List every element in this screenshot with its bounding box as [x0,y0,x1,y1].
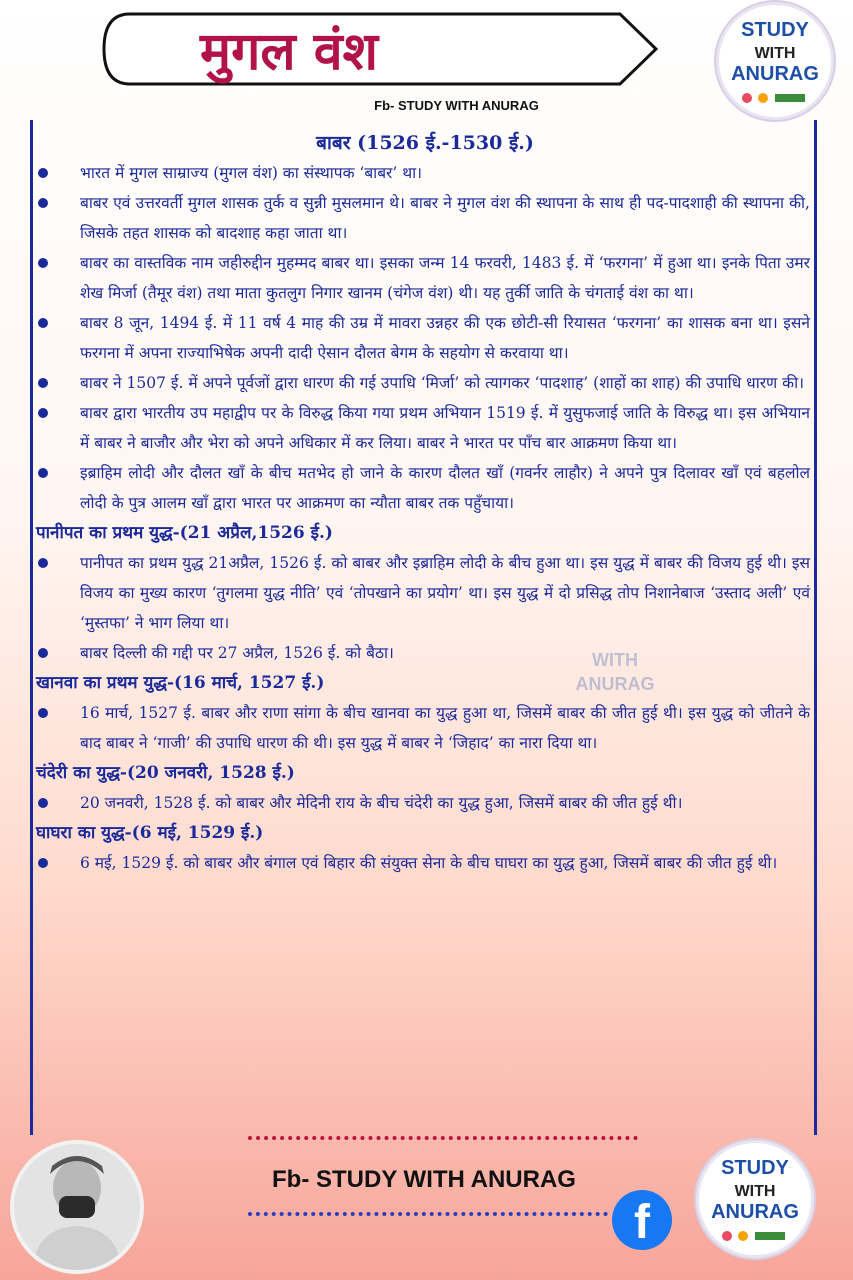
list-item: 6 मई, 1529 ई. को बाबर और बंगाल एवं बिहार की संयुक्त सेना के बीच घाघरा का युद्ध हुआ, जिसमें बाबर की जीत हुई थी। [40,848,810,878]
fb-credit-top: Fb- STUDY WITH ANURAG [374,98,539,113]
left-border-line [30,120,33,1135]
footer-dotted-line-bottom [248,1212,608,1216]
logo-line2: WITH [754,45,796,62]
section-heading-babur: बाबर (1526 ई.-1530 ई.) [316,132,534,154]
section-heading-panipat: पानीपत का प्रथम युद्ध-(21 अप्रैल,1526 ई.) [36,523,333,543]
logo-decor-icon [719,1229,791,1243]
logo-line1: STUDY [721,1157,789,1179]
list-item: 16 मार्च, 1527 ई. बाबर और राणा सांगा के बीच खानवा का युद्ध हुआ था, जिसमें बाबर की जीत हुई थी। इस युद्ध को जीतने के बाद बाबर ने ‘गाजी’ की उपाधि धारण की थी। इस युद्ध में बाबर ने ‘जिहाद’ का नारा दिया था। [40,698,810,758]
right-border-line [814,120,817,1135]
bullet-icon [38,168,48,178]
logo-line3: ANURAG [711,1201,799,1223]
bullet-icon [38,468,48,478]
person-icon [14,1144,140,1270]
list-item: बाबर 8 जून, 1494 ई. में 11 वर्ष 4 माह की उम्र में मावरा उन्नहर की एक छोटी-सी रियासत ‘फरगना’ का शासक बना था। इसने फरगना में अपना राज्याभिषेक अपनी दादी ऐसान दौलत बेगम के सहयोग से करवाया था। [40,308,810,368]
section-heading-chanderi: चंदेरी का युद्ध-(20 जनवरी, 1528 ई.) [36,763,295,783]
logo-line2: WITH [734,1183,776,1200]
bullet-icon [38,318,48,328]
list-item: बाबर दिल्ली की गद्दी पर 27 अप्रैल, 1526 ई. को बैठा। [40,638,810,668]
section-heading-khanwa: खानवा का प्रथम युद्ध-(16 मार्च, 1527 ई.) [36,673,325,693]
list-item: बाबर द्वारा भारतीय उप महाद्वीप पर के विरुद्ध किया गया प्रथम अभियान 1519 ई. में युसुफजाई जाति के विरुद्ध था। इस अभियान में बाबर ने बाजौर और भेरा को अपने अधिकार में कर लिया। बाबर ने भारत पर पाँच बार आक्रमण किया था। [40,398,810,458]
avatar [10,1140,144,1274]
bullet-icon [38,858,48,868]
list-item: 20 जनवरी, 1528 ई. को बाबर और मेदिनी राय के बीच चंदेरी का युद्ध हुआ, जिसमें बाबर की जीत हुई थी। [40,788,810,818]
footer-dotted-line-top [248,1136,638,1140]
bullet-icon [38,408,48,418]
bullet-icon [38,198,48,208]
bullet-icon [38,258,48,268]
logo-line1: STUDY [741,19,809,41]
bullet-icon [38,378,48,388]
list-item: पानीपत का प्रथम युद्ध 21अप्रैल, 1526 ई. को बाबर और इब्राहिम लोदी के बीच हुआ था। इस युद्ध में बाबर की विजय हुई थी। इस विजय का मुख्य कारण ‘तुगलमा युद्ध नीति’ एवं ‘तोपखाने का प्रयोग’ था। इस युद्ध में दो प्रसिद्ध तोप निशानेबाज ‘उस्ताद अली’ एवं ‘मुस्तफा’ ने भाग लिया था। [40,548,810,638]
section-heading-ghaghra: घाघरा का युद्ध-(6 मई, 1529 ई.) [36,823,264,843]
list-item: भारत में मुगल साम्राज्य (मुगल वंश) का संस्थापक ‘बाबर’ था। [40,158,810,188]
fb-credit-bottom: Fb- STUDY WITH ANURAG [272,1166,576,1193]
bullet-icon [38,558,48,568]
logo-line3: ANURAG [731,63,819,85]
content-body [36,128,810,878]
bullet-icon [38,798,48,808]
banner-shape [100,10,660,88]
facebook-icon[interactable]: f [612,1190,672,1250]
page-title: मुगल वंश [200,22,379,82]
bullet-icon [38,708,48,718]
study-with-anurag-logo-bottom [696,1140,814,1258]
list-item: बाबर एवं उत्तरवर्ती मुगल शासक तुर्क व सुन्नी मुसलमान थे। बाबर ने मुगल वंश की स्थापना के साथ ही पद-पादशाही की स्थापना की, जिसके तहत शासक को बादशाह कहा जाता था। [40,188,810,248]
watermark-line2: ANURAG [575,674,655,694]
list-item: बाबर ने 1507 ई. में अपने पूर्वजों द्वारा धारण की गई उपाधि ‘मिर्जा’ को त्यागकर ‘पादशाह’ (शाहों का शाह) की उपाधि धारण की। [40,368,810,398]
list-item: इब्राहिम लोदी और दौलत खाँ के बीच मतभेद हो जाने के कारण दौलत खाँ (गवर्नर लाहौर) ने अपने पुत्र दिलावर खाँ एवं बहलोल लोदी के पुत्र आलम खाँ द्वारा भारत पर आक्रमण का न्यौता बाबर तक पहुँचाया। [40,458,810,518]
bullet-icon [38,648,48,658]
title-banner [100,10,660,88]
list-item: बाबर का वास्तविक नाम जहीरुद्दीन मुहम्मद बाबर था। इसका जन्म 14 फरवरी, 1483 ई. में ‘फरगना’ में हुआ था। इनके पिता उमर शेख मिर्जा (तैमूर वंश) तथा माता कुतलुग निगार खानम (चंगेज वंश) थी। यह तुर्की जाति के चंगताई वंश का था। [40,248,810,308]
watermark-line1: WITH [592,650,638,670]
